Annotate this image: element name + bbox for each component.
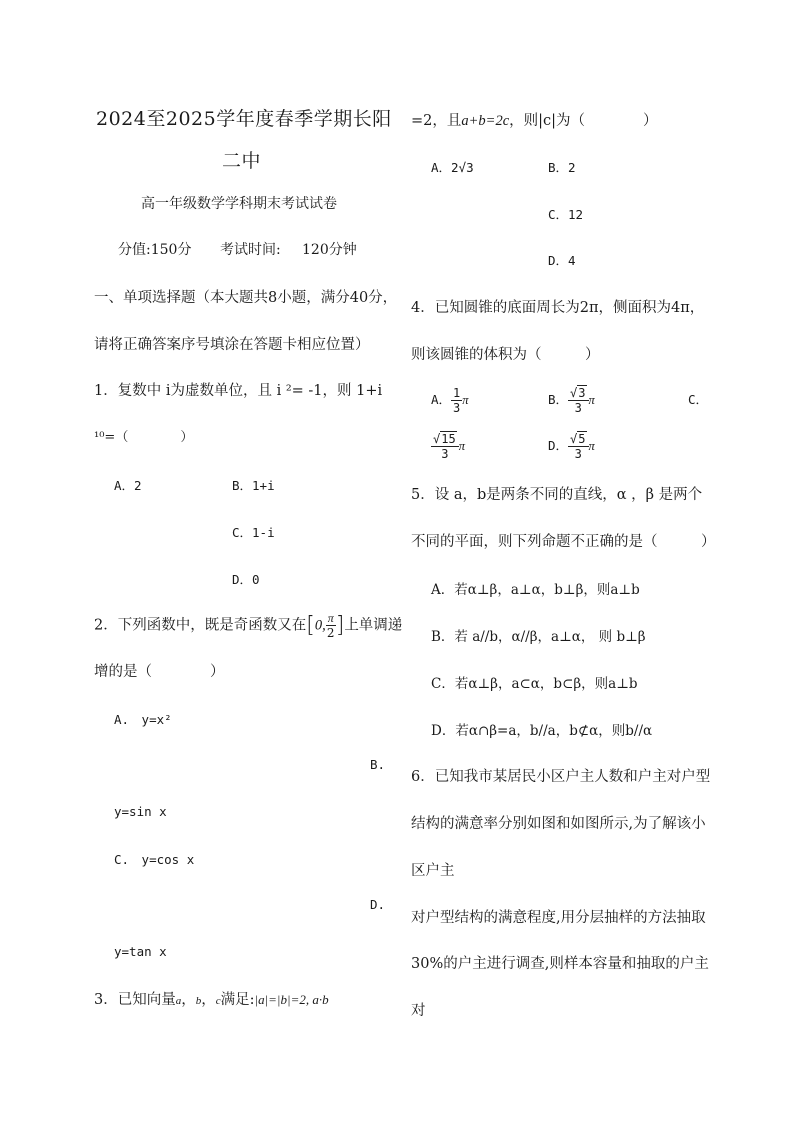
q4-c-pi: π (458, 439, 465, 453)
vec-a: a (175, 995, 182, 1007)
q2-option-b-text: y=sin x (114, 804, 167, 819)
q5-option-a: A．若α⊥β，a⊥α，b⊥β，则a⊥b (431, 582, 640, 598)
q2-stem-pre: 2．下列函数中，既是奇函数又在 (94, 617, 307, 634)
q4-option-b (548, 382, 595, 418)
interval-left: 0, (314, 617, 326, 634)
q6-line3: 区户主 (411, 863, 455, 879)
q5-stem-line2: 不同的平面，则下列命题不正确的是（ ） (411, 534, 716, 550)
q4-a-fraction (451, 387, 462, 414)
q2-stem-post: 上单调递 (344, 617, 403, 634)
q1-stem-line2: ¹⁰=（ ） (94, 430, 194, 445)
vec-c: c (215, 995, 221, 1007)
q1-option-b: B．1+i (232, 478, 275, 493)
q3-stem-pre: 3．已知向量 (94, 992, 176, 1008)
q3-line2-eq: a+b=2c (461, 113, 510, 129)
q4-option-c (431, 428, 465, 464)
q2-option-c: C. y=cos x (114, 852, 195, 867)
q2-stem-line1 (94, 612, 402, 639)
q2-option-d-text: y=tan x (114, 944, 167, 959)
q3-option-b: B．2 (548, 160, 576, 175)
q3-line2-post: ，则|c|为（ ） (509, 113, 658, 129)
exam-name: 高一年级数学学科期末考试试卷 (141, 196, 337, 212)
q4-d-pi: π (588, 439, 595, 453)
q3-stem-line2 (411, 109, 658, 130)
q3-option-a: A．2√3 (431, 160, 474, 175)
q3-option-d: D．4 (548, 253, 576, 268)
interval-num: π (327, 611, 334, 625)
section-heading-line1: 一、单项选择题（本大题共8小题，满分40分， (94, 290, 398, 306)
q5-stem-line1: 5．设 a，b是两条不同的直线，α ，β 是两个 (411, 487, 703, 503)
q4-b-radicand: 3 (578, 386, 586, 400)
q3-stem-line1: 3．已知向量a，b，c满足:|a|=|b|=2, a·b (94, 992, 329, 1008)
q3-line2-pre: =2，且 (411, 113, 462, 129)
q3-condition: |a|=|b|=2, a·b (254, 992, 329, 1007)
q4-stem-line2: 则该圆锥的体积为（ ） (411, 347, 600, 363)
q5-option-b: B．若 a//b，α//β，a⊥α， 则 b⊥β (431, 629, 646, 645)
q4-d-letter: D． (548, 438, 569, 453)
interval-bracket-left: [ (306, 613, 315, 638)
q4-c-den: 3 (441, 447, 449, 461)
interval-den: 2 (326, 626, 335, 640)
q4-c-radicand: 15 (441, 432, 456, 446)
q6-line1: 6．已知我市某居民小区户主人数和户主对户型 (411, 769, 711, 785)
q4-a-num: 1 (453, 386, 461, 400)
q1-option-a: A．2 (114, 478, 142, 493)
q2-option-d-letter: D. (370, 897, 386, 912)
vec-b: b (195, 995, 202, 1007)
q4-d-num: √5 (568, 433, 588, 447)
q2-option-b-letter: B. (370, 757, 386, 772)
q6-line5: 30%的户主进行调查,则样本容量和抽取的户主 (411, 956, 709, 972)
time-value: 120分钟 (302, 242, 357, 258)
q4-c-fraction (431, 433, 459, 460)
section-heading-line2: 请将正确答案序号填涂在答题卡相应位置） (94, 337, 370, 353)
q4-option-c-letter (688, 390, 708, 408)
q4-a-letter: A． (431, 392, 452, 407)
q4-a-den: 3 (453, 401, 461, 415)
q1-option-c: C．1-i (232, 525, 275, 540)
q4-stem-line1: 4．已知圆锥的底面周长为2π，侧面积为4π， (411, 300, 705, 316)
q4-c-num: √15 (431, 433, 459, 447)
q4-d-den: 3 (574, 447, 582, 461)
time-label: 考试时间: (220, 242, 281, 258)
exam-title-line1: 2024至2025学年度春季学期长阳 (96, 108, 392, 130)
q3-stem-mid: 满足: (220, 992, 255, 1008)
score-label: 分值:150分 (118, 242, 192, 258)
q4-a-pi: π (462, 393, 469, 407)
exam-title-line2: 二中 (222, 150, 262, 172)
q4-b-den: 3 (574, 401, 582, 415)
q5-option-c: C．若α⊥β，a⊂α，b⊂β，则a⊥b (431, 676, 638, 692)
q1-stem-line1: 1．复数中 i为虚数单位，且 i ²= -1，则 1+i (94, 383, 383, 399)
q4-b-letter: B． (548, 392, 569, 407)
q4-option-a (431, 382, 469, 418)
q5-option-d: D．若α∩β=a，b//a，b⊄α，则b//α (431, 723, 653, 739)
q4-b-pi: π (588, 393, 595, 407)
q2-stem-line2: 增的是（ ） (94, 664, 225, 680)
q6-line2: 结构的满意率分别如图和如图所示,为了解该小 (411, 816, 706, 832)
q6-line6: 对 (411, 1003, 426, 1019)
q4-c-letter: C． (688, 392, 709, 407)
q6-line4: 对户型结构的满意程度,用分层抽样的方法抽取 (411, 910, 706, 926)
interval-bracket-right: ] (335, 613, 345, 638)
q4-b-fraction (568, 387, 588, 414)
q4-b-num: √3 (568, 387, 588, 401)
interval-fraction (326, 612, 336, 639)
q4-d-fraction (568, 433, 588, 460)
q3-option-c: C．12 (548, 207, 584, 222)
q1-option-d: D．0 (232, 572, 260, 587)
q2-option-a: A. y=x² (114, 712, 172, 727)
q4-option-d (548, 428, 595, 464)
q4-d-radicand: 5 (578, 432, 586, 446)
